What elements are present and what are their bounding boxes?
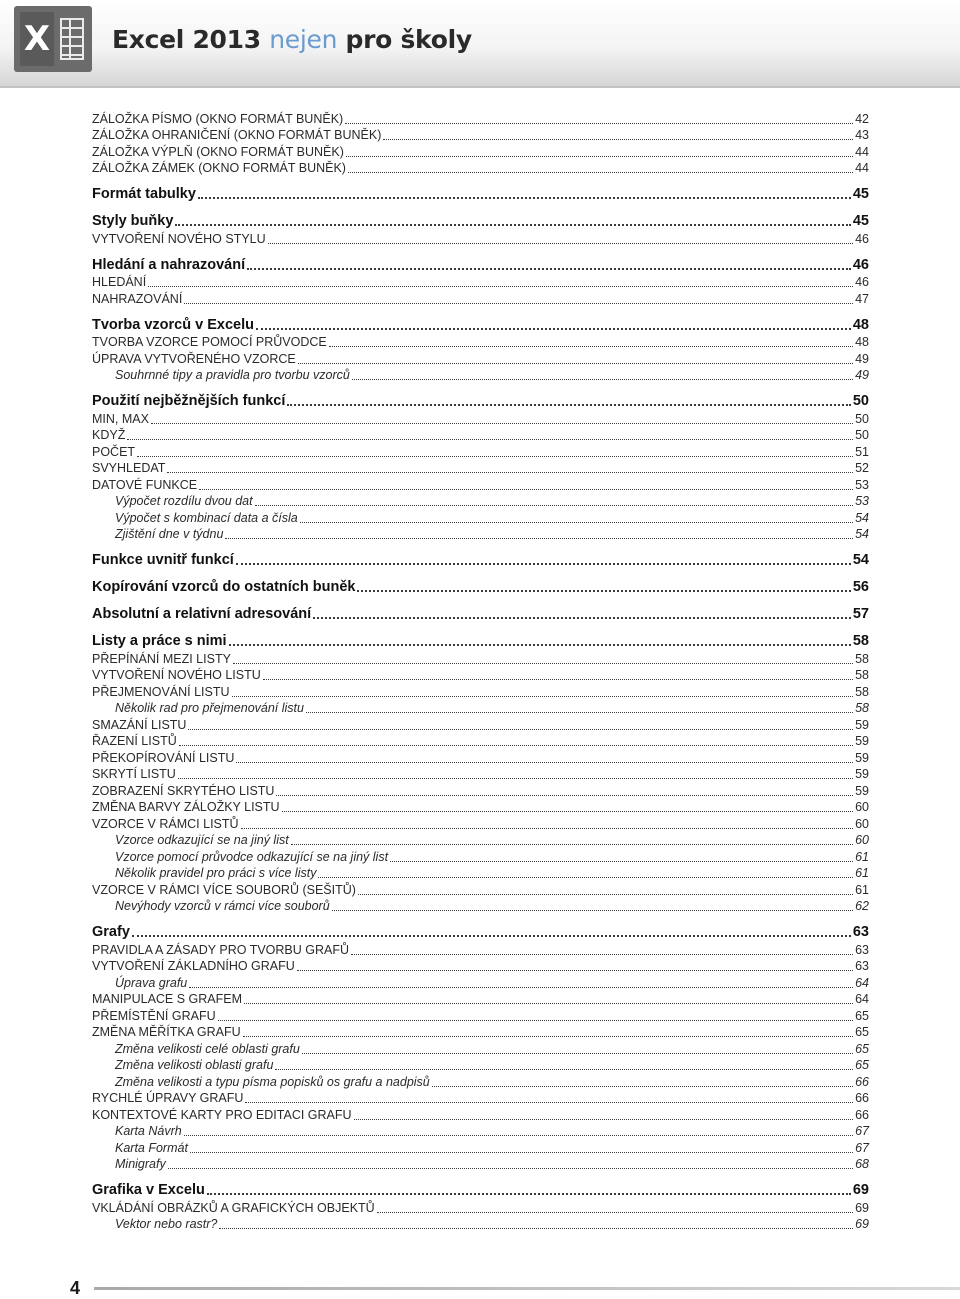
toc-entry-title: VYTVOŘENÍ NOVÉHO LISTU [92, 668, 261, 682]
toc-entry-level-3[interactable] [92, 493, 869, 510]
toc-entry-page: 63 [852, 924, 869, 940]
toc-entry-page: 66 [855, 1091, 869, 1105]
toc-entry-title: PŘEJMENOVÁNÍ LISTU [92, 684, 230, 699]
toc-entry-title: VYTVOŘENÍ ZÁKLADNÍHO GRAFU [92, 959, 295, 973]
toc-entry-page: 48 [855, 335, 869, 349]
toc-entry-page: 42 [855, 111, 869, 126]
toc-entry-title: RYCHLÉ ÚPRAVY GRAFU [92, 1091, 244, 1105]
toc-entry-level-3[interactable] [92, 974, 869, 991]
toc-dot-leader [167, 472, 853, 473]
toc-entry-page: 44 [855, 161, 869, 175]
toc-entry-title: Nevýhody vzorců v rámci více souborů [115, 899, 330, 913]
toc-entry-title: Karta Návrh [115, 1124, 182, 1138]
toc-entry-level-2[interactable] [92, 110, 869, 127]
toc-entry-level-3[interactable] [92, 832, 869, 849]
toc-entry-level-2[interactable] [92, 143, 869, 160]
toc-dot-leader [236, 762, 853, 763]
toc-entry-title: Vzorce odkazující se na jiný list [115, 833, 289, 847]
toc-dot-leader [245, 1102, 853, 1103]
toc-entry-title: Výpočet s kombinací data a čísla [115, 510, 298, 525]
toc-entry-title: Výpočet rozdílu dvou dat [115, 494, 253, 508]
toc-entry-page: 61 [855, 866, 869, 880]
toc-dot-leader [357, 590, 850, 592]
toc-entry-page: 50 [852, 393, 869, 409]
toc-entry-title: Použití nejběžnějších funkcí [92, 393, 286, 409]
toc-entry-page: 69 [855, 1217, 869, 1231]
toc-entry-page: 59 [855, 767, 869, 781]
toc-entry-page: 46 [852, 256, 869, 273]
toc-entry-page: 61 [855, 882, 869, 897]
toc-entry-page: 58 [855, 684, 869, 699]
toc-entry-title: TVORBA VZORCE POMOCÍ PRŮVODCE [92, 335, 327, 349]
toc-entry-title: Grafika v Excelu [92, 1182, 205, 1198]
toc-entry-level-1[interactable] [92, 605, 869, 623]
toc-entry-title: Změna velikosti celé oblasti grafu [115, 1041, 300, 1056]
toc-dot-leader [287, 404, 850, 406]
toc-entry-title: SKRYTÍ LISTU [92, 767, 176, 781]
toc-dot-leader [175, 224, 850, 226]
toc-entry-level-3[interactable] [92, 898, 869, 915]
toc-entry-level-2[interactable] [92, 991, 869, 1008]
toc-entry-page: 49 [855, 351, 869, 366]
book-title-part2: nejen [269, 25, 338, 54]
table-of-contents [92, 110, 869, 1232]
toc-entry-level-2[interactable] [92, 476, 869, 493]
toc-dot-leader [354, 1119, 854, 1120]
toc-dot-leader [390, 861, 853, 862]
toc-entry-title: PŘEMÍSTĚNÍ GRAFU [92, 1008, 216, 1023]
toc-entry-page: 65 [855, 1025, 869, 1039]
toc-dot-leader [232, 696, 854, 697]
toc-entry-title: Souhrnné tipy a pravidla pro tvorbu vzorců [115, 368, 350, 382]
toc-entry-page: 60 [855, 816, 869, 831]
toc-dot-leader [233, 663, 853, 664]
toc-entry-title: ZMĚNA BARVY ZÁLOŽKY LISTU [92, 800, 280, 814]
toc-dot-leader [377, 1212, 853, 1213]
toc-entry-level-2[interactable] [92, 667, 869, 684]
toc-entry-level-2[interactable] [92, 290, 869, 307]
toc-entry-level-2[interactable] [92, 460, 869, 477]
toc-entry-page: 59 [855, 783, 869, 798]
toc-entry-title: Změna velikosti a typu písma popisků os grafu a nadpisů [115, 1074, 430, 1089]
toc-dot-leader [298, 363, 853, 364]
toc-entry-page: 50 [855, 411, 869, 426]
toc-dot-leader [432, 1086, 853, 1087]
toc-entry-page: 52 [855, 461, 869, 475]
toc-entry-page: 45 [852, 186, 869, 202]
toc-dot-leader [313, 617, 851, 619]
toc-entry-page: 49 [855, 368, 869, 382]
toc-dot-leader [276, 795, 853, 796]
toc-entry-title: KONTEXTOVÉ KARTY PRO EDITACI GRAFU [92, 1107, 352, 1122]
toc-entry-page: 62 [855, 899, 869, 913]
toc-entry-page: 44 [855, 144, 869, 159]
toc-entry-level-3[interactable] [92, 1156, 869, 1173]
toc-dot-leader [351, 954, 853, 955]
toc-entry-level-2[interactable] [92, 650, 869, 667]
toc-entry-level-2[interactable] [92, 1090, 869, 1107]
toc-entry-page: 66 [855, 1107, 869, 1122]
toc-entry-title: ZÁLOŽKA ZÁMEK (OKNO FORMÁT BUNĚK) [92, 161, 346, 175]
toc-entry-page: 69 [855, 1200, 869, 1215]
toc-dot-leader [207, 1193, 851, 1195]
toc-entry-page: 58 [855, 668, 869, 682]
toc-entry-title: Zjištění dne v týdnu [115, 527, 224, 541]
toc-dot-leader [306, 712, 853, 713]
toc-entry-level-3[interactable] [92, 865, 869, 882]
toc-entry-page: 64 [855, 992, 869, 1006]
toc-entry-level-2[interactable] [92, 274, 869, 291]
toc-entry-title: Grafy [92, 924, 130, 940]
toc-entry-title: Změna velikosti oblasti grafu [115, 1058, 274, 1072]
toc-entry-page: 54 [855, 527, 869, 541]
toc-entry-level-1[interactable] [92, 578, 869, 596]
toc-entry-page: 64 [855, 975, 869, 990]
toc-entry-title: Listy a práce s nimi [92, 633, 227, 649]
excel-logo-icon [14, 6, 92, 72]
toc-entry-title: Formát tabulky [92, 186, 196, 202]
toc-entry-page: 45 [852, 213, 869, 229]
toc-entry-level-2[interactable] [92, 334, 869, 351]
toc-entry-page: 54 [855, 510, 869, 525]
toc-dot-leader [218, 1020, 853, 1021]
toc-entry-level-2[interactable] [92, 427, 869, 444]
toc-entry-level-3[interactable] [92, 1057, 869, 1074]
toc-dot-leader [268, 243, 853, 244]
toc-entry-level-3[interactable] [92, 700, 869, 717]
toc-dot-leader [219, 1228, 853, 1229]
toc-dot-leader [352, 379, 853, 380]
toc-entry-level-1[interactable] [92, 185, 869, 203]
toc-entry-level-2[interactable] [92, 815, 869, 832]
toc-dot-leader [256, 328, 851, 330]
toc-entry-level-2[interactable] [92, 350, 869, 367]
toc-entry-level-2[interactable] [92, 958, 869, 975]
toc-entry-title: PŘEPÍNÁNÍ MEZI LISTY [92, 651, 231, 666]
toc-entry-level-3[interactable] [92, 1216, 869, 1233]
page-header [0, 0, 960, 88]
toc-entry-level-2[interactable] [92, 1106, 869, 1123]
toc-entry-page: 59 [855, 734, 869, 748]
toc-dot-leader [263, 679, 853, 680]
book-title [112, 25, 472, 54]
toc-dot-leader [132, 935, 851, 937]
toc-entry-level-2[interactable] [92, 881, 869, 898]
toc-entry-page: 61 [855, 849, 869, 864]
toc-entry-title: PŘEKOPÍROVÁNÍ LISTU [92, 750, 235, 765]
toc-entry-page: 54 [852, 552, 869, 568]
toc-entry-level-1[interactable] [92, 392, 869, 410]
toc-dot-leader [348, 172, 853, 173]
toc-entry-page: 51 [855, 444, 869, 459]
toc-dot-leader [241, 828, 854, 829]
toc-entry-page: 59 [855, 717, 869, 732]
page-number: 4 [70, 1278, 81, 1298]
toc-dot-leader [318, 877, 853, 878]
toc-dot-leader [332, 910, 853, 911]
toc-entry-level-2[interactable] [92, 410, 869, 427]
toc-dot-leader [255, 505, 854, 506]
toc-entry-title: HLEDÁNÍ [92, 275, 147, 289]
toc-entry-title: SVYHLEDAT [92, 461, 166, 475]
toc-dot-leader [184, 303, 853, 304]
toc-entry-page: 69 [852, 1182, 869, 1198]
toc-entry-page: 47 [855, 291, 869, 306]
toc-entry-page: 63 [855, 942, 869, 957]
toc-entry-level-2[interactable] [92, 749, 869, 766]
toc-entry-page: 53 [855, 494, 869, 508]
toc-entry-level-2[interactable] [92, 1024, 869, 1041]
toc-dot-leader [198, 197, 851, 199]
toc-entry-title: ZÁLOŽKA VÝPLŇ (OKNO FORMÁT BUNĚK) [92, 144, 344, 159]
toc-entry-page: 53 [855, 477, 869, 492]
toc-entry-level-2[interactable] [92, 716, 869, 733]
toc-dot-leader [329, 346, 853, 347]
toc-entry-title: VYTVOŘENÍ NOVÉHO STYLU [92, 231, 266, 246]
toc-entry-title: POČET [92, 444, 136, 459]
toc-dot-leader [247, 268, 851, 270]
toc-entry-level-2[interactable] [92, 160, 869, 177]
toc-entry-page: 63 [855, 959, 869, 973]
toc-entry-title: Tvorba vzorců v Excelu [92, 316, 254, 333]
toc-dot-leader [151, 423, 853, 424]
toc-entry-page: 59 [855, 750, 869, 765]
toc-entry-level-2[interactable] [92, 1199, 869, 1216]
toc-dot-leader [127, 439, 853, 440]
toc-dot-leader [225, 538, 853, 539]
toc-entry-page: 43 [855, 128, 869, 142]
toc-entry-title: Minigrafy [115, 1157, 166, 1171]
toc-dot-leader [345, 123, 853, 124]
toc-dot-leader [297, 970, 853, 971]
toc-dot-leader [229, 644, 851, 646]
toc-entry-page: 60 [855, 800, 869, 814]
footer-divider [94, 1287, 960, 1290]
toc-entry-level-2[interactable] [92, 941, 869, 958]
toc-entry-page: 60 [855, 833, 869, 847]
toc-entry-title: Absolutní a relativní adresování [92, 606, 312, 622]
toc-entry-level-3[interactable] [92, 526, 869, 543]
toc-entry-title: Několik rad pro přejmenování listu [115, 701, 304, 715]
toc-entry-title: Hledání a nahrazování [92, 256, 246, 273]
toc-entry-title: ZOBRAZENÍ SKRYTÉHO LISTU [92, 783, 275, 798]
toc-entry-title: ŘAZENÍ LISTŮ [92, 734, 177, 748]
toc-entry-title: MANIPULACE S GRAFEM [92, 992, 243, 1006]
toc-entry-title: KDYŽ [92, 428, 126, 442]
toc-dot-leader [184, 1135, 853, 1136]
toc-dot-leader [189, 987, 853, 988]
toc-entry-page: 46 [855, 231, 869, 246]
toc-entry-title: VZORCE V RÁMCI VÍCE SOUBORŮ (SEŠITŮ) [92, 882, 356, 897]
toc-entry-title: ZMĚNA MĚŘÍTKA GRAFU [92, 1025, 241, 1039]
toc-entry-page: 50 [855, 428, 869, 442]
toc-dot-leader [346, 156, 853, 157]
toc-entry-level-2[interactable] [92, 766, 869, 783]
toc-dot-leader [291, 844, 853, 845]
toc-entry-level-1[interactable] [92, 923, 869, 941]
toc-entry-level-2[interactable] [92, 683, 869, 700]
toc-entry-level-1[interactable] [92, 212, 869, 230]
book-title-part3: pro školy [337, 25, 472, 54]
toc-dot-leader [302, 1053, 853, 1054]
toc-entry-title: ZÁLOŽKA PÍSMO (OKNO FORMÁT BUNĚK) [92, 111, 344, 126]
toc-entry-title: Několik pravidel pro práci s více listy [115, 866, 317, 880]
toc-dot-leader [199, 489, 853, 490]
toc-entry-title: NAHRAZOVÁNÍ [92, 291, 183, 306]
toc-entry-level-1[interactable] [92, 316, 869, 334]
toc-entry-level-1[interactable] [92, 1181, 869, 1199]
toc-entry-level-1[interactable] [92, 256, 869, 274]
toc-entry-page: 46 [855, 275, 869, 289]
toc-entry-level-3[interactable] [92, 1040, 869, 1057]
toc-entry-page: 58 [855, 651, 869, 666]
toc-dot-leader [275, 1069, 853, 1070]
toc-entry-level-1[interactable] [92, 551, 869, 569]
toc-entry-level-3[interactable] [92, 1123, 869, 1140]
toc-entry-title: VZORCE V RÁMCI LISTŮ [92, 816, 239, 831]
toc-entry-level-3[interactable] [92, 367, 869, 384]
toc-dot-leader [358, 894, 853, 895]
toc-dot-leader [243, 1036, 853, 1037]
toc-entry-level-2[interactable] [92, 443, 869, 460]
toc-dot-leader [190, 1152, 853, 1153]
toc-entry-page: 58 [852, 633, 869, 649]
toc-entry-title: Úprava grafu [115, 975, 188, 990]
toc-entry-title: SMAZÁNÍ LISTU [92, 717, 187, 732]
toc-entry-title: Kopírování vzorců do ostatních buněk [92, 579, 356, 595]
spreadsheet-grid-icon [60, 18, 84, 60]
toc-dot-leader [168, 1168, 853, 1169]
toc-entry-title: Funkce uvnitř funkcí [92, 552, 234, 568]
toc-entry-level-2[interactable] [92, 127, 869, 144]
toc-dot-leader [383, 139, 853, 140]
toc-dot-leader [178, 778, 853, 779]
toc-entry-level-1[interactable] [92, 632, 869, 650]
toc-entry-title: ZÁLOŽKA OHRANIČENÍ (OKNO FORMÁT BUNĚK) [92, 128, 382, 142]
toc-entry-level-2[interactable] [92, 799, 869, 816]
toc-entry-level-3[interactable] [92, 848, 869, 865]
toc-entry-page: 65 [855, 1041, 869, 1056]
toc-entry-page: 58 [855, 701, 869, 715]
toc-entry-page: 65 [855, 1008, 869, 1023]
toc-entry-page: 68 [855, 1157, 869, 1171]
toc-entry-page: 67 [855, 1124, 869, 1138]
toc-entry-level-3[interactable] [92, 1073, 869, 1090]
toc-dot-leader [179, 745, 853, 746]
toc-entry-title: Vektor nebo rastr? [115, 1217, 218, 1231]
toc-entry-page: 66 [855, 1074, 869, 1089]
toc-entry-level-2[interactable] [92, 1007, 869, 1024]
toc-entry-title: Karta Formát [115, 1140, 188, 1155]
toc-dot-leader [188, 729, 853, 730]
toc-entry-title: MIN, MAX [92, 411, 149, 426]
toc-dot-leader [236, 563, 851, 565]
toc-entry-title: Styly buňky [92, 213, 174, 229]
toc-entry-page: 65 [855, 1058, 869, 1072]
toc-entry-title: Vzorce pomocí průvodce odkazující se na jiný list [115, 849, 389, 864]
toc-entry-level-3[interactable] [92, 1139, 869, 1156]
toc-entry-title: ÚPRAVA VYTVOŘENÉHO VZORCE [92, 351, 296, 366]
toc-dot-leader [137, 456, 853, 457]
toc-dot-leader [244, 1003, 853, 1004]
toc-dot-leader [300, 522, 853, 523]
toc-entry-level-2[interactable] [92, 230, 869, 247]
book-title-part1: Excel 2013 [112, 25, 270, 54]
toc-entry-title: PRAVIDLA A ZÁSADY PRO TVORBU GRAFŮ [92, 942, 350, 957]
toc-dot-leader [282, 811, 854, 812]
toc-entry-title: DATOVÉ FUNKCE [92, 477, 198, 492]
logo-letter: X [20, 12, 54, 66]
toc-entry-level-2[interactable] [92, 782, 869, 799]
toc-entry-page: 56 [852, 579, 869, 595]
toc-entry-title: VKLÁDÁNÍ OBRÁZKŮ A GRAFICKÝCH OBJEKTŮ [92, 1200, 375, 1215]
toc-dot-leader [148, 286, 853, 287]
toc-entry-page: 48 [852, 316, 869, 333]
toc-entry-level-2[interactable] [92, 733, 869, 750]
toc-entry-page: 67 [855, 1140, 869, 1155]
toc-entry-page: 57 [852, 606, 869, 622]
toc-entry-level-3[interactable] [92, 509, 869, 526]
